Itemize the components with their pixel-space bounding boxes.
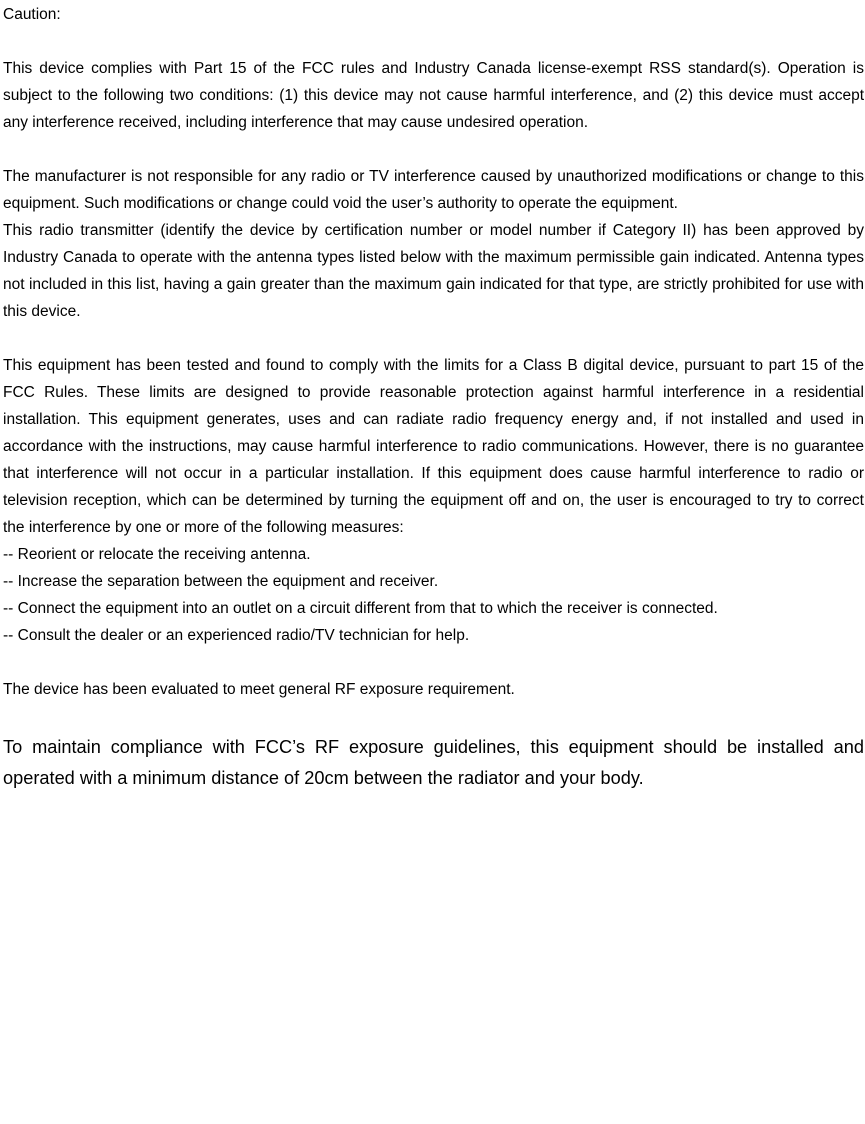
antenna-approval-paragraph: This radio transmitter (identify the device by certification number or model number if Category II) has been approved by Industry Canada to operate with the antenna types listed below with the maximum permissible gain indicated. Antenna types not included in this list, having a gain greater than the maximum gain indicated for that type, are strictly prohibited for use with this device. xyxy=(3,222,864,320)
fcc-compliance-paragraph: This device complies with Part 15 of the FCC rules and Industry Canada license-exempt RSS standard(s). Operation is subject to the following two conditions: (1) this device may not cause harmful interference, and (2) this device must accept any interference received, including interference that may cause undesired operation. xyxy=(3,60,864,131)
fcc-notice-document xyxy=(3,0,864,794)
spacer xyxy=(3,136,864,163)
class-b-paragraph: This equipment has been tested and found to comply with the limits for a Class B digital device, pursuant to part 15 of the FCC Rules. These limits are designed to provide reasonable protection against harmful interference in a residential installation. This equipment generates, uses and can radiate radio frequency energy and, if not installed and used in accordance with the instructions, may cause harmful interference to radio communications. However, there is no guarantee that interference will not occur in a particular installation. If this equipment does cause harmful interference to radio or television reception, which can be determined by turning the equipment off and on, the user is encouraged to try to correct the interference by one or more of the following measures: xyxy=(3,357,864,536)
list-item: -- Reorient or relocate the receiving antenna. xyxy=(3,546,311,563)
rf-exposure-paragraph: The device has been evaluated to meet general RF exposure requirement. xyxy=(3,681,515,698)
rf-distance-paragraph: To maintain compliance with FCC’s RF exposure guidelines, this equipment should be installed and operated with a minimum distance of 20cm between the radiator and your body. xyxy=(3,737,864,788)
spacer xyxy=(3,649,864,676)
manufacturer-disclaimer-paragraph: The manufacturer is not responsible for any radio or TV interference caused by unauthorized modifications or change to this equipment. Such modifications or change could void the user’s authority to operate the equipment. xyxy=(3,168,864,212)
spacer xyxy=(3,703,864,732)
spacer xyxy=(3,325,864,352)
caution-heading: Caution: xyxy=(3,6,61,23)
list-item: -- Connect the equipment into an outlet on a circuit different from that to which the receiver is connected. xyxy=(3,600,718,617)
list-item: -- Consult the dealer or an experienced radio/TV technician for help. xyxy=(3,627,470,644)
measures-list xyxy=(3,541,864,649)
spacer xyxy=(3,28,864,55)
list-item: -- Increase the separation between the equipment and receiver. xyxy=(3,573,439,590)
